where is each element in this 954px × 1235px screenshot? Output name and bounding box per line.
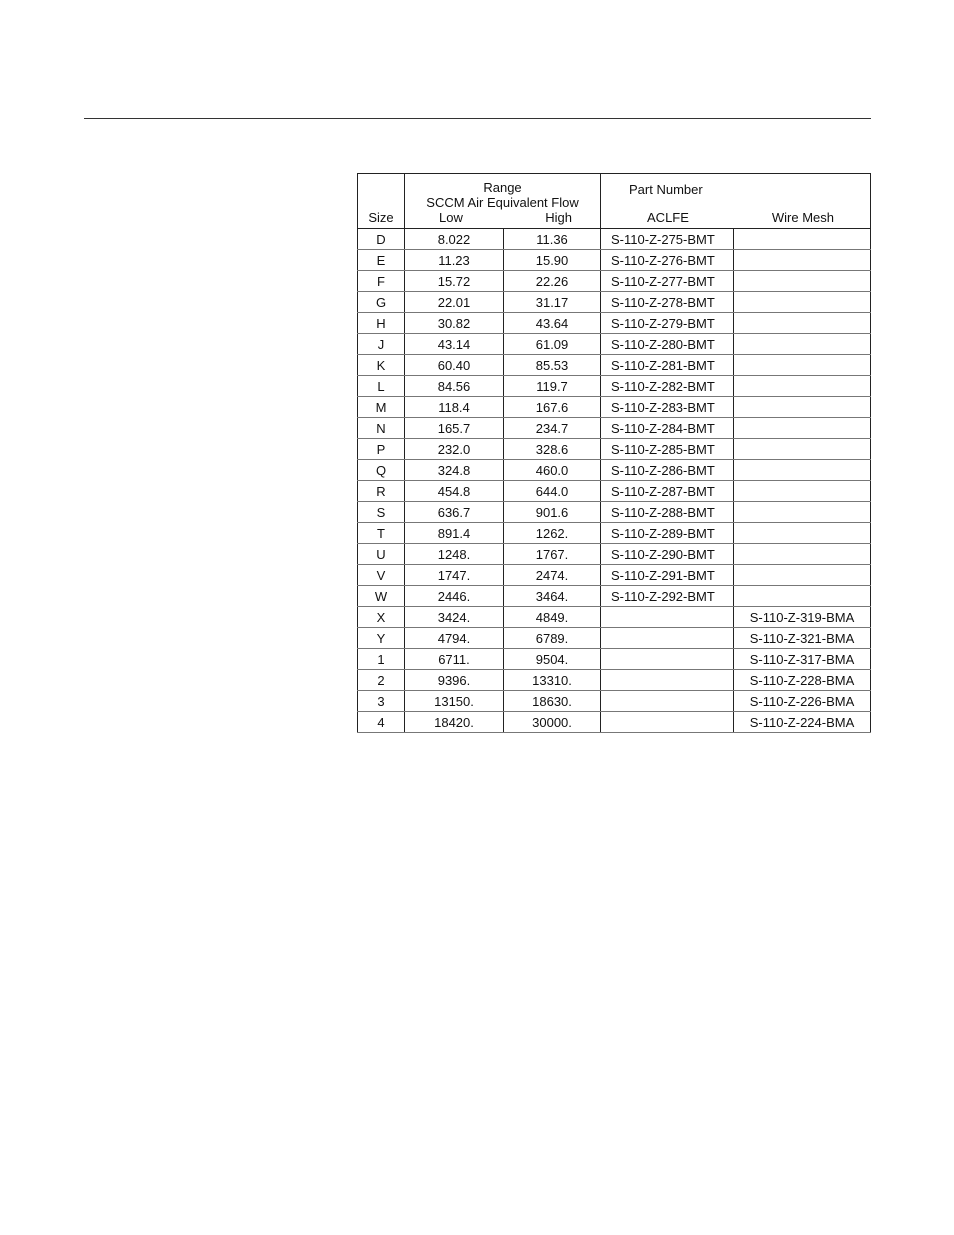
high-cell: 644.0	[504, 481, 601, 502]
table-row	[358, 502, 871, 523]
aclfe-cell	[601, 691, 734, 712]
low-cell: 6711.	[405, 649, 504, 670]
aclfe-cell: S-110-Z-278-BMT	[601, 292, 734, 313]
size-cell: M	[358, 397, 405, 418]
size-cell: 4	[358, 712, 405, 733]
table-row	[358, 334, 871, 355]
low-cell: 232.0	[405, 439, 504, 460]
high-cell: 11.36	[504, 229, 601, 250]
table-row	[358, 229, 871, 250]
low-cell: 8.022	[405, 229, 504, 250]
wire-mesh-column-header: Wire Mesh	[771, 210, 835, 225]
size-cell: J	[358, 334, 405, 355]
low-cell: 4794.	[405, 628, 504, 649]
table-row	[358, 292, 871, 313]
high-cell: 18630.	[504, 691, 601, 712]
low-cell: 3424.	[405, 607, 504, 628]
aclfe-cell: S-110-Z-280-BMT	[601, 334, 734, 355]
wire-mesh-cell: S-110-Z-321-BMA	[734, 628, 871, 649]
wire-mesh-cell	[734, 460, 871, 481]
wire-mesh-cell	[734, 544, 871, 565]
wire-mesh-cell: S-110-Z-228-BMA	[734, 670, 871, 691]
range-column-header	[405, 174, 601, 229]
aclfe-cell	[601, 607, 734, 628]
low-cell: 636.7	[405, 502, 504, 523]
table-row	[358, 481, 871, 502]
table-row	[358, 565, 871, 586]
table-row	[358, 628, 871, 649]
low-cell: 11.23	[405, 250, 504, 271]
table-row	[358, 418, 871, 439]
part-number-column-header	[601, 174, 871, 229]
range-subtitle: SCCM Air Equivalent Flow	[426, 195, 579, 210]
table-row	[358, 313, 871, 334]
table-header-row	[358, 174, 871, 229]
table-row	[358, 712, 871, 733]
high-cell: 1262.	[504, 523, 601, 544]
table-row	[358, 670, 871, 691]
aclfe-cell: S-110-Z-285-BMT	[601, 439, 734, 460]
wire-mesh-cell: S-110-Z-319-BMA	[734, 607, 871, 628]
flow-range-table	[357, 173, 871, 733]
table-row	[358, 691, 871, 712]
wire-mesh-cell	[734, 418, 871, 439]
high-cell: 13310.	[504, 670, 601, 691]
aclfe-cell: S-110-Z-284-BMT	[601, 418, 734, 439]
aclfe-cell: S-110-Z-276-BMT	[601, 250, 734, 271]
low-cell: 165.7	[405, 418, 504, 439]
wire-mesh-cell	[734, 586, 871, 607]
low-cell: 84.56	[405, 376, 504, 397]
high-cell: 15.90	[504, 250, 601, 271]
low-cell: 324.8	[405, 460, 504, 481]
aclfe-column-header: ACLFE	[647, 210, 689, 225]
table-row	[358, 271, 871, 292]
table-row	[358, 544, 871, 565]
size-cell: T	[358, 523, 405, 544]
aclfe-cell	[601, 712, 734, 733]
high-cell: 234.7	[504, 418, 601, 439]
header-rule	[84, 118, 871, 119]
size-cell: R	[358, 481, 405, 502]
size-cell: W	[358, 586, 405, 607]
high-cell: 22.26	[504, 271, 601, 292]
high-cell: 2474.	[504, 565, 601, 586]
wire-mesh-cell	[734, 271, 871, 292]
aclfe-cell	[601, 649, 734, 670]
table-row	[358, 250, 871, 271]
wire-mesh-cell	[734, 439, 871, 460]
high-cell: 1767.	[504, 544, 601, 565]
low-cell: 454.8	[405, 481, 504, 502]
high-cell: 9504.	[504, 649, 601, 670]
wire-mesh-cell	[734, 397, 871, 418]
aclfe-cell: S-110-Z-279-BMT	[601, 313, 734, 334]
size-cell: K	[358, 355, 405, 376]
high-cell: 30000.	[504, 712, 601, 733]
table-row	[358, 649, 871, 670]
wire-mesh-cell	[734, 523, 871, 544]
wire-mesh-cell	[734, 229, 871, 250]
table-row	[358, 397, 871, 418]
size-cell: L	[358, 376, 405, 397]
high-cell: 460.0	[504, 460, 601, 481]
high-column-header: High	[545, 210, 573, 225]
high-cell: 119.7	[504, 376, 601, 397]
wire-mesh-cell	[734, 355, 871, 376]
size-cell: F	[358, 271, 405, 292]
table-row	[358, 586, 871, 607]
high-cell: 901.6	[504, 502, 601, 523]
high-cell: 3464.	[504, 586, 601, 607]
wire-mesh-cell	[734, 565, 871, 586]
wire-mesh-cell	[734, 334, 871, 355]
table-row	[358, 460, 871, 481]
size-cell: V	[358, 565, 405, 586]
high-cell: 6789.	[504, 628, 601, 649]
wire-mesh-cell	[734, 313, 871, 334]
part-number-title: Part Number	[629, 182, 703, 197]
size-cell: S	[358, 502, 405, 523]
low-cell: 13150.	[405, 691, 504, 712]
aclfe-cell: S-110-Z-289-BMT	[601, 523, 734, 544]
high-cell: 85.53	[504, 355, 601, 376]
high-cell: 31.17	[504, 292, 601, 313]
aclfe-cell: S-110-Z-288-BMT	[601, 502, 734, 523]
aclfe-cell: S-110-Z-281-BMT	[601, 355, 734, 376]
size-cell: 1	[358, 649, 405, 670]
low-cell: 30.82	[405, 313, 504, 334]
size-cell: Y	[358, 628, 405, 649]
table-row	[358, 376, 871, 397]
wire-mesh-cell	[734, 250, 871, 271]
low-cell: 2446.	[405, 586, 504, 607]
wire-mesh-cell	[734, 502, 871, 523]
low-cell: 43.14	[405, 334, 504, 355]
size-cell: D	[358, 229, 405, 250]
size-cell: N	[358, 418, 405, 439]
table-row	[358, 355, 871, 376]
wire-mesh-cell	[734, 292, 871, 313]
size-cell: G	[358, 292, 405, 313]
range-title: Range	[483, 180, 522, 195]
table-row	[358, 607, 871, 628]
size-cell: 2	[358, 670, 405, 691]
aclfe-cell: S-110-Z-287-BMT	[601, 481, 734, 502]
size-cell: X	[358, 607, 405, 628]
low-column-header: Low	[439, 210, 463, 225]
low-cell: 22.01	[405, 292, 504, 313]
high-cell: 43.64	[504, 313, 601, 334]
size-cell: U	[358, 544, 405, 565]
high-cell: 4849.	[504, 607, 601, 628]
size-cell: 3	[358, 691, 405, 712]
low-cell: 118.4	[405, 397, 504, 418]
low-cell: 18420.	[405, 712, 504, 733]
size-column-header: Size	[358, 174, 405, 229]
wire-mesh-cell: S-110-Z-224-BMA	[734, 712, 871, 733]
aclfe-cell: S-110-Z-286-BMT	[601, 460, 734, 481]
aclfe-cell: S-110-Z-275-BMT	[601, 229, 734, 250]
size-cell: E	[358, 250, 405, 271]
aclfe-cell: S-110-Z-277-BMT	[601, 271, 734, 292]
table-row	[358, 439, 871, 460]
aclfe-cell: S-110-Z-283-BMT	[601, 397, 734, 418]
size-cell: P	[358, 439, 405, 460]
table-body	[358, 229, 871, 733]
wire-mesh-cell	[734, 481, 871, 502]
aclfe-cell: S-110-Z-282-BMT	[601, 376, 734, 397]
wire-mesh-cell	[734, 376, 871, 397]
low-cell: 891.4	[405, 523, 504, 544]
high-cell: 61.09	[504, 334, 601, 355]
wire-mesh-cell: S-110-Z-317-BMA	[734, 649, 871, 670]
aclfe-cell: S-110-Z-291-BMT	[601, 565, 734, 586]
size-cell: H	[358, 313, 405, 334]
table-row	[358, 523, 871, 544]
aclfe-cell	[601, 670, 734, 691]
low-cell: 1747.	[405, 565, 504, 586]
low-cell: 9396.	[405, 670, 504, 691]
low-cell: 1248.	[405, 544, 504, 565]
aclfe-cell: S-110-Z-290-BMT	[601, 544, 734, 565]
high-cell: 167.6	[504, 397, 601, 418]
aclfe-cell: S-110-Z-292-BMT	[601, 586, 734, 607]
high-cell: 328.6	[504, 439, 601, 460]
size-cell: Q	[358, 460, 405, 481]
aclfe-cell	[601, 628, 734, 649]
low-cell: 60.40	[405, 355, 504, 376]
low-cell: 15.72	[405, 271, 504, 292]
wire-mesh-cell: S-110-Z-226-BMA	[734, 691, 871, 712]
